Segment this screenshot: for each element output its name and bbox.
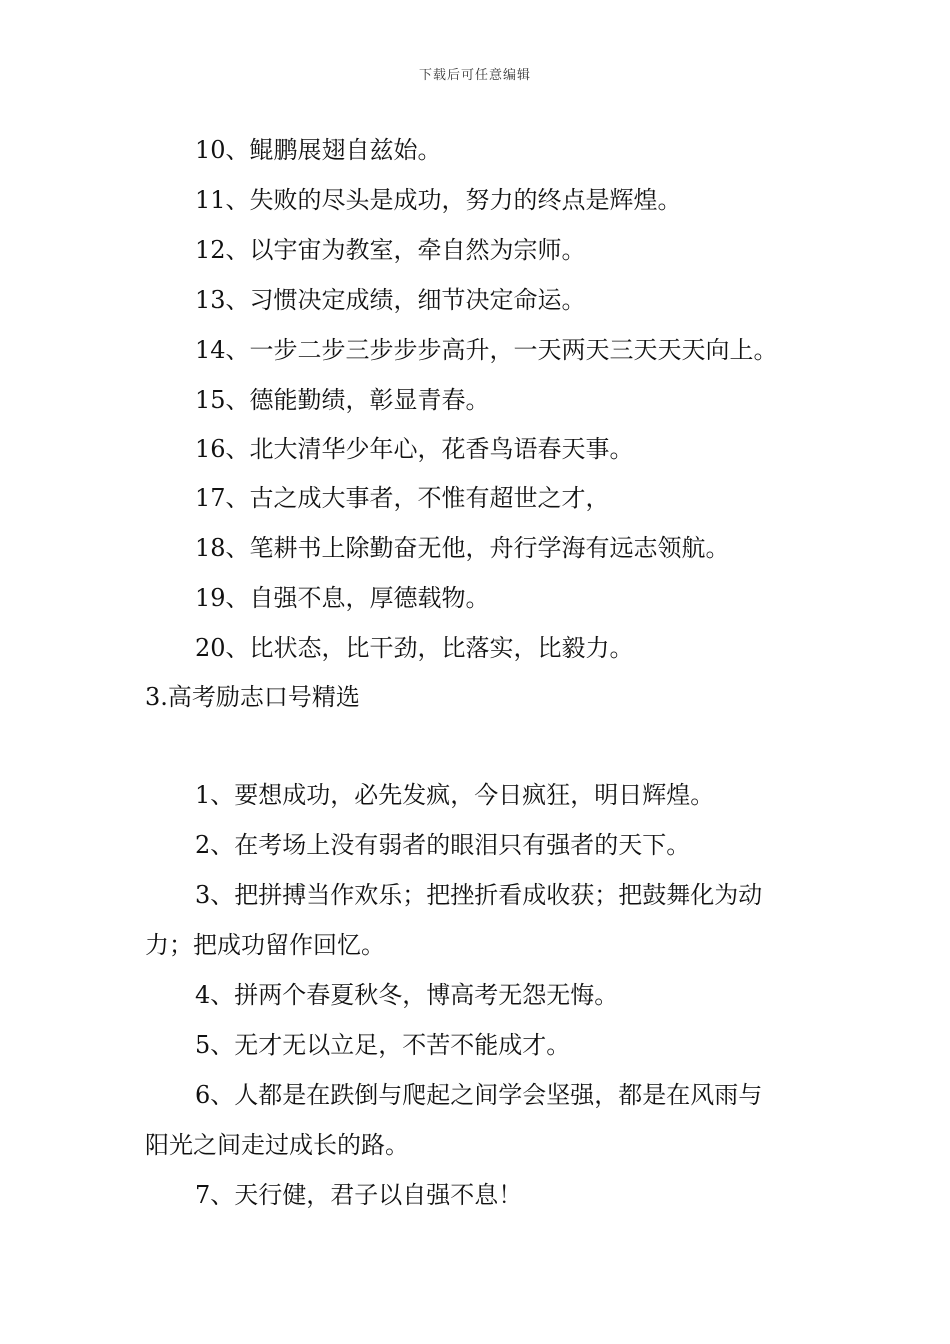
list-item: 14、一步二步三步步步高升，一天两天三天天天向上。 — [195, 336, 778, 364]
list-item: 16、北大清华少年心，花香鸟语春天事。 — [195, 435, 634, 463]
list-item: 13、习惯决定成绩，细节决定命运。 — [195, 286, 586, 314]
list-item: 11、失败的尽头是成功，努力的终点是辉煌。 — [195, 186, 682, 214]
list-item: 7、天行健，君子以自强不息！ — [195, 1181, 523, 1209]
list-item: 18、笔耕书上除勤奋无他，舟行学海有远志领航。 — [195, 534, 730, 562]
section-heading: 3.高考励志口号精选 — [145, 683, 360, 711]
list-item-continuation: 阳光之间走过成长的路。 — [145, 1131, 409, 1159]
list-item: 20、比状态，比干劲，比落实，比毅力。 — [195, 634, 634, 662]
list-item: 5、无才无以立足，不苦不能成才。 — [195, 1031, 571, 1059]
list-item-continuation: 力；把成功留作回忆。 — [145, 931, 385, 959]
list-item: 10、鲲鹏展翅自兹始。 — [195, 136, 442, 164]
list-item: 4、拼两个春夏秋冬，博高考无怨无悔。 — [195, 981, 619, 1009]
list-item: 6、人都是在跌倒与爬起之间学会坚强，都是在风雨与 — [195, 1081, 763, 1109]
list-item: 2、在考场上没有弱者的眼泪只有强者的天下。 — [195, 831, 691, 859]
list-item: 19、自强不息，厚德载物。 — [195, 584, 490, 612]
list-item: 12、以宇宙为教室，牵自然为宗师。 — [195, 236, 586, 264]
list-item: 15、德能勤绩，彰显青春。 — [195, 386, 490, 414]
page-header: 下载后可任意编辑 — [418, 68, 531, 83]
list-item: 17、古之成大事者，不惟有超世之才， — [195, 484, 610, 512]
list-item: 3、把拼搏当作欢乐；把挫折看成收获；把鼓舞化为动 — [195, 881, 763, 909]
list-item: 1、要想成功，必先发疯，今日疯狂，明日辉煌。 — [195, 781, 715, 809]
